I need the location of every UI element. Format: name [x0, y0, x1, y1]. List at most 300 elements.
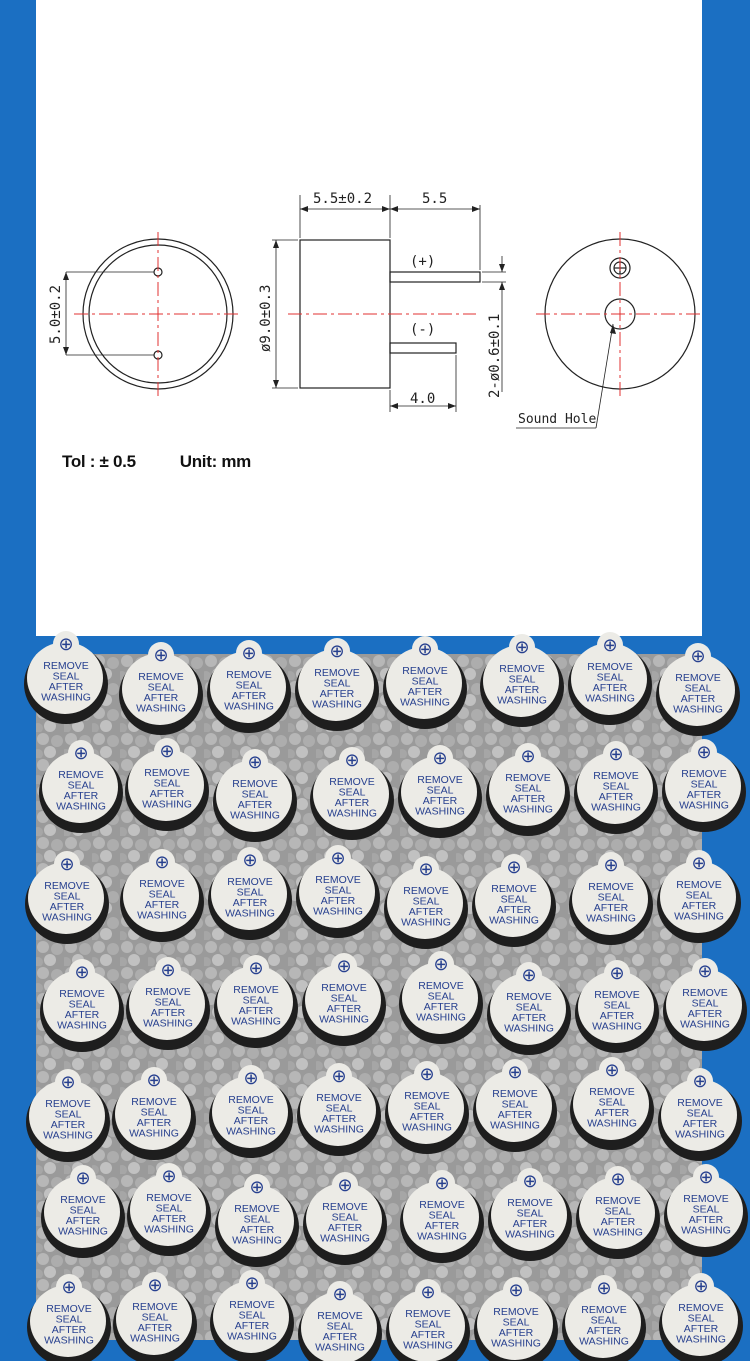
body-length-dimension: 5.5±0.2	[313, 191, 373, 207]
seal-text-line: SEAL	[603, 999, 631, 1012]
seal-text-line: REMOVE	[404, 1090, 450, 1102]
seal-text-line: REMOVE	[419, 1199, 465, 1211]
seal-text-line: SEAL	[413, 1100, 441, 1113]
seal-text-line: SEAL	[325, 1102, 353, 1115]
seal-text-line: REMOVE	[417, 774, 463, 786]
seal-text-line: REMOVE	[131, 1096, 177, 1108]
seal-text-line: WASHING	[227, 1330, 277, 1343]
seal-text-line: SEAL	[154, 996, 182, 1009]
seal-text-line: REMOVE	[587, 661, 633, 673]
seal-text-line: REMOVE	[315, 874, 361, 886]
seal-text-line: AFTER	[600, 1216, 636, 1228]
seal-text-line: WASHING	[403, 1339, 453, 1352]
tolerance-line	[62, 452, 251, 472]
seal-text-line: REMOVE	[317, 1310, 363, 1322]
seal-plus-icon: ⊕	[147, 1275, 163, 1296]
seal-text-line: WASHING	[42, 911, 92, 924]
seal-text-line: REMOVE	[233, 984, 279, 996]
seal-text-line: REMOVE	[493, 1306, 539, 1318]
seal-plus-icon: ⊕	[692, 1071, 708, 1092]
seal-text-line: SEAL	[52, 670, 80, 683]
seal-text-line: SEAL	[598, 1096, 626, 1109]
seal-text-line: SEAL	[596, 671, 624, 684]
seal-text-line: SEAL	[687, 1312, 715, 1325]
seal-text-line: AFTER	[49, 901, 85, 913]
seal-text-line: SEAL	[411, 675, 439, 688]
seal-text-line: REMOVE	[229, 1299, 275, 1311]
seal-text-line: SEAL	[242, 994, 270, 1007]
seal-text-line: AFTER	[497, 1109, 533, 1121]
seal-text-line: AFTER	[150, 1007, 186, 1019]
seal-text-line: WASHING	[313, 905, 363, 918]
seal-text-line: REMOVE	[226, 669, 272, 681]
seal-text-line: AFTER	[319, 688, 355, 700]
seal-text-line: REMOVE	[506, 991, 552, 1003]
seal-text-line: SEAL	[243, 1213, 271, 1226]
seal-text-line: AFTER	[511, 1012, 547, 1024]
seal-text-line: AFTER	[409, 1111, 445, 1123]
seal-text-line: AFTER	[682, 1118, 718, 1130]
seal-text-line: WASHING	[675, 1128, 725, 1141]
seal-text-line: AFTER	[680, 693, 716, 705]
seal-text-line: WASHING	[489, 914, 539, 927]
seal-text-line: WASHING	[144, 1223, 194, 1236]
seal-text-line: SEAL	[330, 992, 358, 1005]
seal-text-line: REMOVE	[405, 1308, 451, 1320]
seal-text-line: SEAL	[324, 884, 352, 897]
seal-text-line: WASHING	[315, 1341, 365, 1354]
seal-text-line: WASHING	[587, 1117, 637, 1130]
buzzer-unit	[295, 638, 379, 731]
seal-text-line: REMOVE	[588, 881, 634, 893]
seal-text-line: SEAL	[500, 893, 528, 906]
seal-text-line: SEAL	[55, 1313, 83, 1326]
seal-text-line: SEAL	[412, 895, 440, 908]
seal-text-line: AFTER	[239, 1224, 275, 1236]
seal-text-line: REMOVE	[46, 1303, 92, 1315]
seal-plus-icon: ⊕	[243, 1068, 259, 1089]
seal-text-line: WASHING	[674, 910, 724, 923]
seal-text-line: SEAL	[331, 1211, 359, 1224]
negative-pin-label: (-)	[410, 322, 436, 338]
seal-plus-icon: ⊕	[241, 643, 257, 664]
seal-text-line: REMOVE	[146, 1192, 192, 1204]
seal-plus-icon: ⊕	[506, 857, 522, 878]
seal-plus-icon: ⊕	[693, 1276, 709, 1297]
seal-text-line: REMOVE	[675, 672, 721, 684]
seal-text-line: REMOVE	[593, 770, 639, 782]
seal-text-line: REMOVE	[505, 772, 551, 784]
seal-text-line: AFTER	[496, 904, 532, 916]
seal-text-line: WASHING	[497, 694, 547, 707]
seal-plus-icon: ⊕	[154, 852, 170, 873]
seal-text-line: AFTER	[592, 682, 628, 694]
seal-plus-icon: ⊕	[153, 645, 169, 666]
seal-text-line: SEAL	[426, 784, 454, 797]
seal-text-line: AFTER	[593, 902, 629, 914]
seal-text-line: REMOVE	[44, 880, 90, 892]
seal-text-line: AFTER	[423, 1001, 459, 1013]
seal-text-line: REMOVE	[144, 767, 190, 779]
diameter-dimension: ø9.0±0.3	[258, 284, 274, 352]
seal-text-line: REMOVE	[227, 876, 273, 888]
seal-text-line: SEAL	[68, 998, 96, 1011]
seal-plus-icon: ⊕	[432, 748, 448, 769]
seal-text-line: WASHING	[591, 801, 641, 814]
seal-plus-icon: ⊕	[508, 1280, 524, 1301]
seal-text-line: WASHING	[680, 1018, 730, 1031]
seal-text-line: REMOVE	[581, 1304, 627, 1316]
seal-plus-icon: ⊕	[74, 962, 90, 983]
seal-text-line: WASHING	[136, 702, 186, 715]
seal-text-line: SEAL	[414, 1318, 442, 1331]
seal-plus-icon: ⊕	[73, 743, 89, 764]
seal-plus-icon: ⊕	[60, 1072, 76, 1093]
seal-text-line: SEAL	[69, 1204, 97, 1217]
seal-plus-icon: ⊕	[146, 1070, 162, 1091]
seal-text-line: REMOVE	[676, 879, 722, 891]
seal-text-line: REMOVE	[492, 1088, 538, 1100]
seal-text-line: SEAL	[323, 677, 351, 690]
seal-text-line: AFTER	[234, 1320, 270, 1332]
seal-text-line: REMOVE	[418, 980, 464, 992]
seal-text-line: WASHING	[58, 1225, 108, 1238]
seal-plus-icon: ⊕	[244, 1273, 260, 1294]
seal-plus-icon: ⊕	[691, 853, 707, 874]
seal-text-line: REMOVE	[45, 1098, 91, 1110]
seal-text-line: SEAL	[241, 788, 269, 801]
seal-text-line: AFTER	[63, 790, 99, 802]
seal-text-line: SEAL	[501, 1098, 529, 1111]
seal-text-line: REMOVE	[507, 1197, 553, 1209]
seal-text-line: AFTER	[334, 797, 370, 809]
seal-text-line: AFTER	[422, 795, 458, 807]
seal-text-line: AFTER	[407, 686, 443, 698]
seal-text-line: AFTER	[136, 1117, 172, 1129]
seal-plus-icon: ⊕	[690, 646, 706, 667]
seal-text-line: WASHING	[43, 1129, 93, 1142]
seal-text-line: AFTER	[498, 1327, 534, 1339]
seal-text-line: WASHING	[579, 1335, 629, 1348]
seal-text-line: WASHING	[41, 691, 91, 704]
seal-text-line: SEAL	[691, 997, 719, 1010]
seal-plus-icon: ⊕	[419, 1064, 435, 1085]
seal-text-line: WASHING	[593, 1226, 643, 1239]
seal-text-line: WASHING	[673, 703, 723, 716]
seal-text-line: WASHING	[327, 807, 377, 820]
seal-text-line: REMOVE	[402, 665, 448, 677]
seal-text-line: AFTER	[688, 1214, 724, 1226]
seal-plus-icon: ⊕	[336, 956, 352, 977]
seal-plus-icon: ⊕	[337, 1175, 353, 1196]
seal-text-line: SEAL	[147, 681, 175, 694]
seal-plus-icon: ⊕	[161, 1166, 177, 1187]
seal-text-line: REMOVE	[683, 1193, 729, 1205]
seal-text-line: WASHING	[416, 1011, 466, 1024]
seal-text-line: WASHING	[415, 805, 465, 818]
seal-text-line: AFTER	[149, 788, 185, 800]
seal-text-line: REMOVE	[138, 671, 184, 683]
seal-plus-icon: ⊕	[604, 1060, 620, 1081]
positive-pin-label: (+)	[410, 254, 436, 270]
seal-text-line: WASHING	[491, 1337, 541, 1350]
side-view	[272, 195, 506, 412]
seal-plus-icon: ⊕	[344, 750, 360, 771]
seal-text-line: AFTER	[594, 1107, 630, 1119]
seal-text-line: WASHING	[225, 907, 275, 920]
seal-text-line: WASHING	[142, 798, 192, 811]
seal-text-line: WASHING	[400, 696, 450, 709]
buzzer-dimension-drawing	[36, 0, 702, 636]
buzzer-grid-photo	[36, 634, 731, 1354]
buzzer-unit	[24, 631, 108, 724]
buzzer-unit	[568, 632, 652, 725]
seal-text-line: AFTER	[510, 793, 546, 805]
seal-text-line: SEAL	[54, 1108, 82, 1121]
seal-plus-icon: ⊕	[417, 639, 433, 660]
seal-text-line: REMOVE	[145, 986, 191, 998]
seal-text-line: REMOVE	[595, 1195, 641, 1207]
seal-text-line: AFTER	[504, 684, 540, 696]
seal-text-line: REMOVE	[232, 778, 278, 790]
seal-text-line: WASHING	[320, 1232, 370, 1245]
seal-text-line: WASHING	[505, 1228, 555, 1241]
seal-text-line: AFTER	[64, 1009, 100, 1021]
seal-text-line: SEAL	[690, 778, 718, 791]
seal-plus-icon: ⊕	[696, 742, 712, 763]
seal-text-line: WASHING	[490, 1119, 540, 1132]
seal-plus-icon: ⊕	[596, 1278, 612, 1299]
seal-plus-icon: ⊕	[520, 746, 536, 767]
seal-text-line: AFTER	[683, 1323, 719, 1335]
seal-text-line: WASHING	[681, 1224, 731, 1237]
seal-text-line: REMOVE	[677, 1097, 723, 1109]
seal-text-line: WASHING	[592, 1020, 642, 1033]
seal-text-line: REMOVE	[139, 878, 185, 890]
pin-spacing-dimension: 5.0±0.2	[48, 284, 64, 344]
sound-hole-label: Sound Hole	[518, 412, 597, 427]
buzzer-unit	[480, 634, 564, 727]
seal-text-line: AFTER	[48, 681, 84, 693]
seal-text-line: WASHING	[319, 1013, 369, 1026]
seal-text-line: WASHING	[401, 916, 451, 929]
seal-text-line: REMOVE	[682, 987, 728, 999]
seal-text-line: AFTER	[424, 1220, 460, 1232]
seal-text-line: SEAL	[338, 786, 366, 799]
seal-text-line: SEAL	[516, 1207, 544, 1220]
seal-text-line: WASHING	[503, 803, 553, 816]
seal-text-line: WASHING	[230, 809, 280, 822]
seal-text-line: SEAL	[238, 1309, 266, 1322]
seal-text-line: AFTER	[320, 895, 356, 907]
seal-plus-icon: ⊕	[242, 850, 258, 871]
seal-text-line: SEAL	[508, 673, 536, 686]
seal-text-line: SEAL	[685, 889, 713, 902]
seal-text-line: SEAL	[692, 1203, 720, 1216]
seal-text-line: SEAL	[148, 888, 176, 901]
seal-text-line: AFTER	[599, 1010, 635, 1022]
seal-text-line: SEAL	[141, 1311, 169, 1324]
seal-plus-icon: ⊕	[603, 855, 619, 876]
seal-text-line: AFTER	[512, 1218, 548, 1230]
seal-text-line: AFTER	[326, 1003, 362, 1015]
seal-plus-icon: ⊕	[522, 1171, 538, 1192]
seal-text-line: REMOVE	[589, 1086, 635, 1098]
seal-text-line: WASHING	[137, 909, 187, 922]
seal-text-line: AFTER	[232, 897, 268, 909]
seal-text-line: REMOVE	[403, 885, 449, 897]
seal-text-line: REMOVE	[132, 1301, 178, 1313]
seal-text-line: AFTER	[686, 789, 722, 801]
seal-plus-icon: ⊕	[75, 1168, 91, 1189]
seal-text-line: SEAL	[590, 1314, 618, 1327]
seal-text-line: WASHING	[676, 1333, 726, 1346]
seal-text-line: SEAL	[428, 1209, 456, 1222]
seal-plus-icon: ⊕	[521, 965, 537, 986]
seal-text-line: WASHING	[585, 692, 635, 705]
seal-plus-icon: ⊕	[331, 1066, 347, 1087]
seal-text-line: AFTER	[50, 1119, 86, 1131]
seal-plus-icon: ⊕	[159, 741, 175, 762]
seal-text-line: SEAL	[427, 990, 455, 1003]
buzzer-unit	[383, 636, 467, 729]
bottom-view	[63, 232, 241, 396]
seal-text-line: AFTER	[681, 900, 717, 912]
seal-text-line: WASHING	[231, 1015, 281, 1028]
seal-text-line: SEAL	[684, 682, 712, 695]
seal-plus-icon: ⊕	[59, 854, 75, 875]
seal-text-line: SEAL	[597, 891, 625, 904]
seal-text-line: AFTER	[233, 1115, 269, 1127]
seal-plus-icon: ⊕	[433, 954, 449, 975]
seal-plus-icon: ⊕	[247, 752, 263, 773]
seal-text-line: WASHING	[586, 912, 636, 925]
seal-text-line: AFTER	[137, 1322, 173, 1334]
seal-text-line: REMOVE	[234, 1203, 280, 1215]
seal-text-line: SEAL	[237, 1104, 265, 1117]
seal-text-line: REMOVE	[60, 1194, 106, 1206]
seal-plus-icon: ⊕	[329, 641, 345, 662]
tolerance-text: Tol : ± 0.5	[62, 452, 136, 471]
seal-text-line: WASHING	[314, 1123, 364, 1136]
seal-text-line: REMOVE	[594, 989, 640, 1001]
seal-text-line: SEAL	[326, 1320, 354, 1333]
seal-plus-icon: ⊕	[610, 1169, 626, 1190]
seal-text-line: SEAL	[53, 890, 81, 903]
product-photo-panel	[36, 634, 731, 1354]
seal-text-line: AFTER	[408, 906, 444, 918]
seal-text-line: AFTER	[238, 1005, 274, 1017]
seal-plus-icon: ⊕	[609, 963, 625, 984]
seal-plus-icon: ⊕	[514, 637, 530, 658]
seal-text-line: REMOVE	[43, 660, 89, 672]
seal-text-line: AFTER	[410, 1329, 446, 1341]
seal-text-line: WASHING	[129, 1127, 179, 1140]
seal-text-line: WASHING	[143, 1017, 193, 1030]
seal-text-line: SEAL	[155, 1202, 183, 1215]
seal-plus-icon: ⊕	[608, 744, 624, 765]
seal-plus-icon: ⊕	[434, 1173, 450, 1194]
seal-text-line: WASHING	[130, 1332, 180, 1345]
seal-text-line: AFTER	[231, 690, 267, 702]
seal-text-line: AFTER	[598, 791, 634, 803]
seal-text-line: WASHING	[44, 1334, 94, 1347]
seal-text-line: SEAL	[153, 777, 181, 790]
seal-plus-icon: ⊕	[698, 1167, 714, 1188]
unit-text: Unit: mm	[179, 452, 251, 471]
seal-text-line: WASHING	[57, 1019, 107, 1032]
pin-diameter-dimension: 2-ø0.6±0.1	[487, 313, 503, 398]
dimension-drawing-panel	[36, 0, 702, 636]
seal-plus-icon: ⊕	[602, 635, 618, 656]
seal-text-line: AFTER	[327, 1222, 363, 1234]
seal-text-line: AFTER	[586, 1325, 622, 1337]
seal-plus-icon: ⊕	[248, 958, 264, 979]
seal-text-line: AFTER	[144, 899, 180, 911]
seal-text-line: REMOVE	[681, 768, 727, 780]
seal-text-line: REMOVE	[499, 663, 545, 675]
short-pin-dimension: 4.0	[410, 391, 436, 407]
seal-plus-icon: ⊕	[61, 1277, 77, 1298]
seal-text-line: REMOVE	[329, 776, 375, 788]
seal-text-line: REMOVE	[316, 1092, 362, 1104]
seal-plus-icon: ⊕	[507, 1062, 523, 1083]
seal-text-line: SEAL	[604, 1205, 632, 1218]
seal-text-line: AFTER	[151, 1213, 187, 1225]
seal-plus-icon: ⊕	[330, 848, 346, 869]
seal-text-line: AFTER	[237, 799, 273, 811]
seal-text-line: AFTER	[322, 1331, 358, 1343]
seal-plus-icon: ⊕	[418, 859, 434, 880]
seal-plus-icon: ⊕	[58, 634, 74, 655]
seal-text-line: REMOVE	[491, 883, 537, 895]
buzzer-unit	[207, 640, 291, 733]
seal-text-line: SEAL	[140, 1106, 168, 1119]
seal-text-line: WASHING	[679, 799, 729, 812]
seal-text-line: REMOVE	[228, 1094, 274, 1106]
seal-plus-icon: ⊕	[160, 960, 176, 981]
seal-text-line: WASHING	[504, 1022, 554, 1035]
seal-plus-icon: ⊕	[420, 1282, 436, 1303]
seal-text-line: REMOVE	[678, 1302, 724, 1314]
seal-text-line: REMOVE	[58, 769, 104, 781]
seal-text-line: AFTER	[65, 1215, 101, 1227]
pin-length-dimension: 5.5	[422, 191, 448, 207]
seal-text-line: SEAL	[602, 780, 630, 793]
seal-text-line: WASHING	[402, 1121, 452, 1134]
seal-text-line: WASHING	[56, 800, 106, 813]
seal-text-line: WASHING	[226, 1125, 276, 1138]
seal-text-line: AFTER	[687, 1008, 723, 1020]
seal-text-line: WASHING	[224, 700, 274, 713]
seal-text-line: REMOVE	[314, 667, 360, 679]
seal-text-line: SEAL	[235, 679, 263, 692]
top-view	[516, 232, 702, 428]
seal-plus-icon: ⊕	[249, 1177, 265, 1198]
seal-text-line: AFTER	[321, 1113, 357, 1125]
seal-text-line: WASHING	[232, 1234, 282, 1247]
seal-text-line: REMOVE	[321, 982, 367, 994]
seal-text-line: SEAL	[502, 1316, 530, 1329]
seal-text-line: SEAL	[515, 1001, 543, 1014]
seal-text-line: AFTER	[51, 1324, 87, 1336]
seal-text-line: SEAL	[514, 782, 542, 795]
seal-text-line: WASHING	[312, 698, 362, 711]
seal-text-line: REMOVE	[59, 988, 105, 1000]
seal-text-line: SEAL	[686, 1107, 714, 1120]
seal-text-line: WASHING	[417, 1230, 467, 1243]
seal-plus-icon: ⊕	[697, 961, 713, 982]
